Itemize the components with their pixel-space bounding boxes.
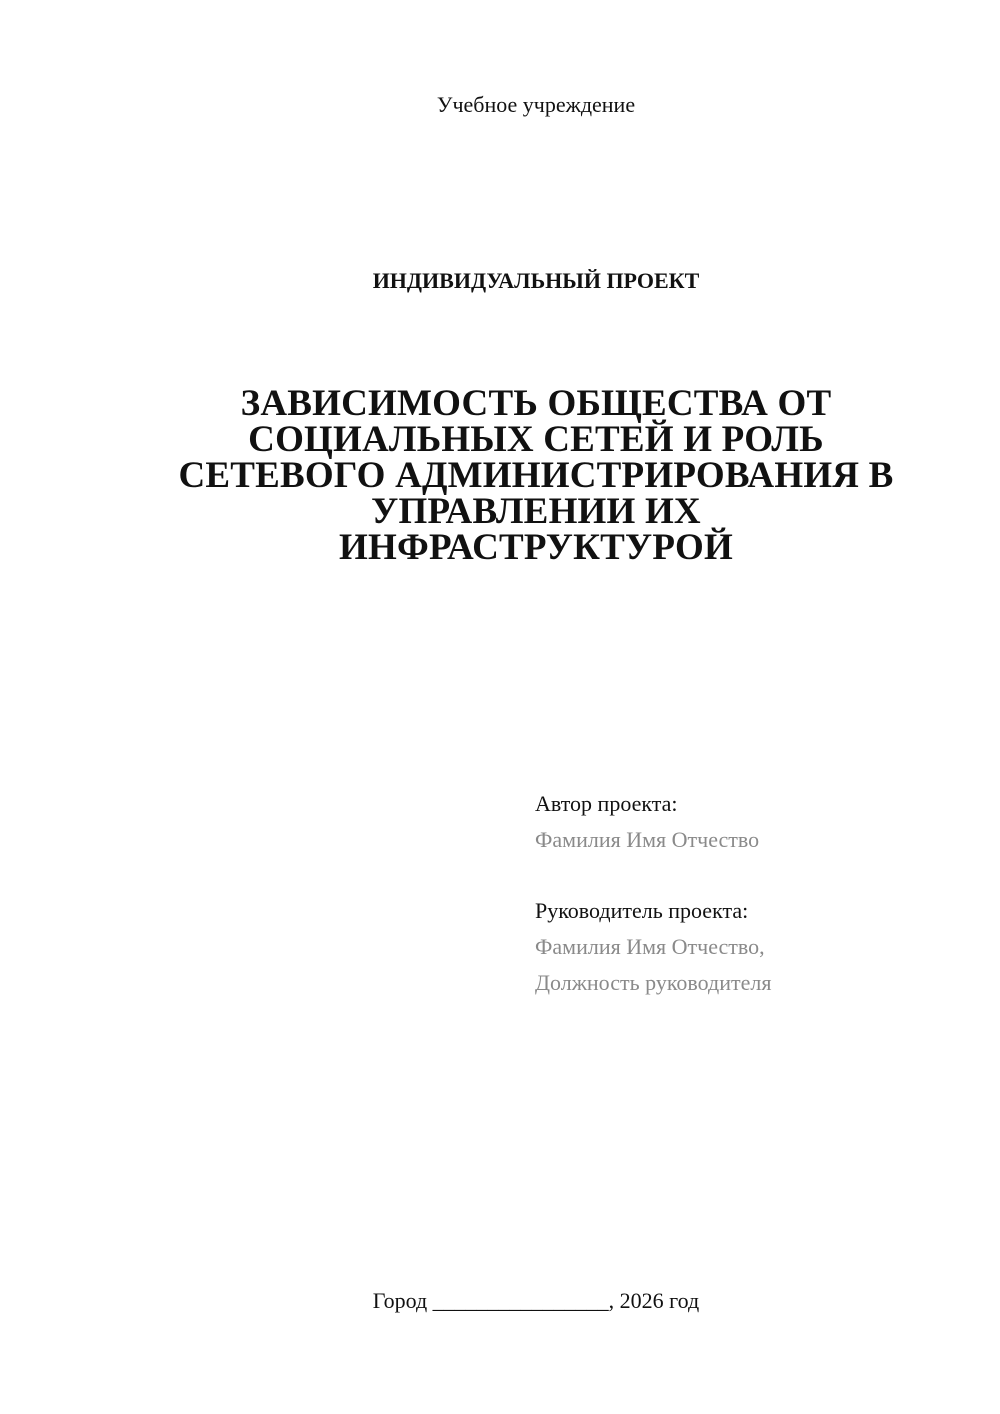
title-line: СОЦИАЛЬНЫХ СЕТЕЙ И РОЛЬ xyxy=(248,419,824,460)
title-line: ИНФРАСТРУКТУРОЙ xyxy=(339,527,733,568)
supervisor-position: Должность руководителя xyxy=(535,970,772,995)
city-year-footer: Город ________________, 2026 год xyxy=(372,1288,700,1313)
supervisor-label: Руководитель проекта: xyxy=(535,898,749,923)
title-line: ЗАВИСИМОСТЬ ОБЩЕСТВА ОТ xyxy=(240,383,832,424)
supervisor-block xyxy=(535,893,975,1001)
author-block xyxy=(535,786,975,858)
title-line: СЕТЕВОГО АДМИНИСТРИРОВАНИЯ В xyxy=(178,455,894,496)
project-title xyxy=(150,383,922,568)
supervisor-name: Фамилия Имя Отчество, xyxy=(535,934,765,959)
project-type-heading: ИНДИВИДУАЛЬНЫЙ ПРОЕКТ xyxy=(372,268,700,293)
institution-name: Учебное учреждение xyxy=(436,92,636,117)
author-label: Автор проекта: xyxy=(535,791,678,816)
title-line: УПРАВЛЕНИИ ИХ xyxy=(371,491,701,532)
author-name: Фамилия Имя Отчество xyxy=(535,827,760,852)
